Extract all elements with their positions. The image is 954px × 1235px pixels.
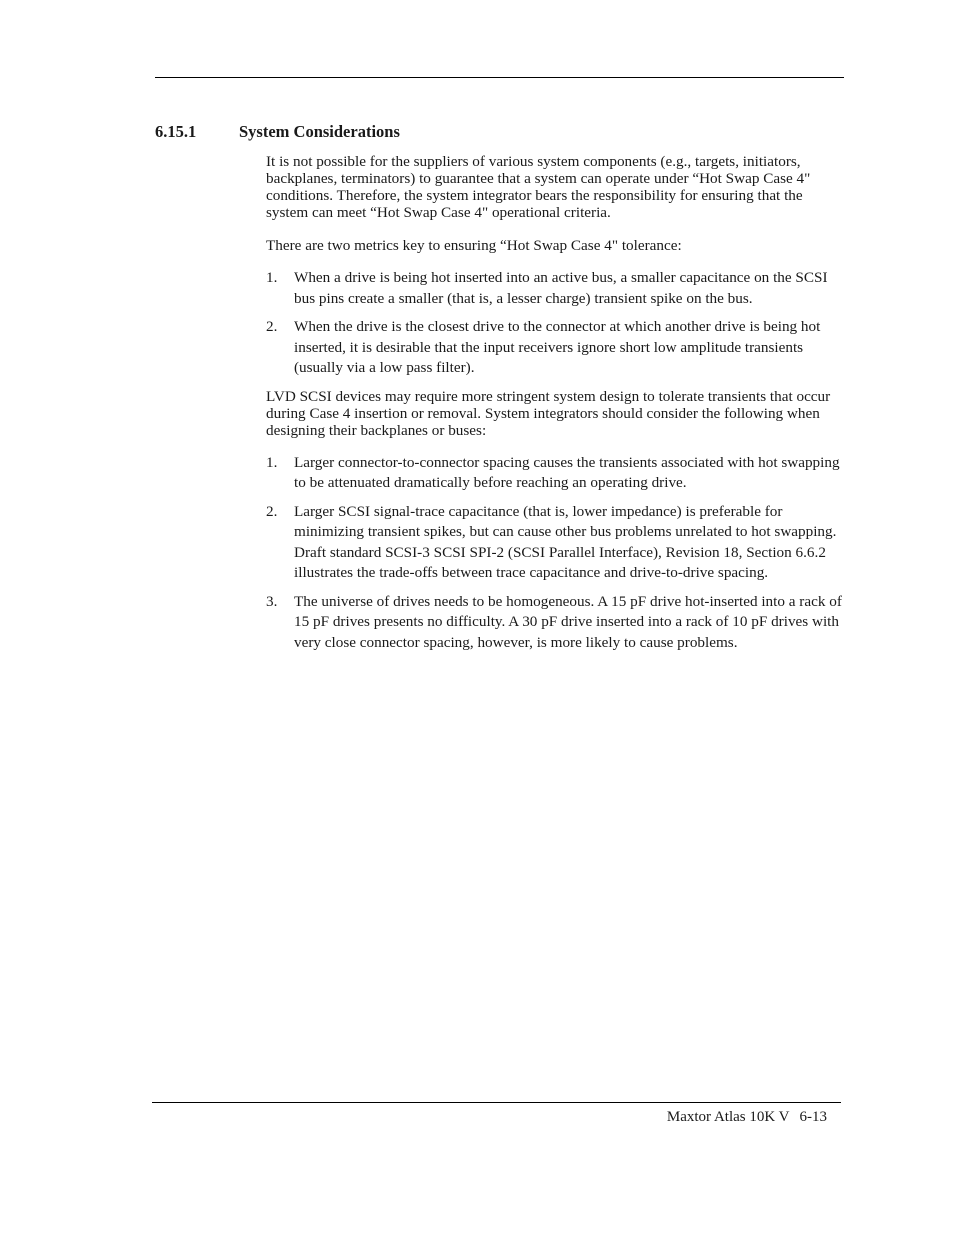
page-footer <box>667 1109 827 1126</box>
section-body <box>266 153 844 662</box>
list-item <box>266 502 844 584</box>
footer-rule <box>152 1102 841 1103</box>
list-marker: 1. <box>266 269 278 286</box>
header-rule <box>155 77 844 78</box>
list-item-text: Larger connector-to-connector spacing causes the transients associated with hot swapping to be attenuated dramatically before reaching an operating drive. <box>294 453 840 491</box>
page-number: 6-13 <box>799 1109 827 1125</box>
list-item-text: When a drive is being hot inserted into an active bus, a smaller capacitance on the SCSI bus pins create a smaller (that is, a lesser charge) transient spike on the bus. <box>294 269 828 307</box>
list-marker: 2. <box>266 502 278 520</box>
paragraph-lvd: LVD SCSI devices may require more stringent system design to tolerate transients that occur during Case 4 insertion or removal. System integrators should consider the following when designing their backplanes or buses: <box>266 387 831 439</box>
list-item-text: Larger SCSI signal-trace capacitance (that is, lower impedance) is preferable for minimizing transient spikes, but can cause other bus problems unrelated to hot swapping. Draft standard SCSI-3 SCSI SPI-2 (SCSI Parallel Interface), Revision 18, Section 6.6.2 illustrates the trade-offs between trace capacitance and drive-to-drive spacing. <box>294 502 837 581</box>
considerations-list <box>266 453 844 654</box>
list-marker: 3. <box>266 592 278 610</box>
list-item-text: When the drive is the closest drive to the connector at which another drive is being hot inserted, it is desirable that the input receivers ignore short low amplitude transients (usually via a low pass filter). <box>294 318 821 376</box>
list-item <box>266 317 844 379</box>
section-number: 6.15.1 <box>155 122 197 141</box>
list-marker: 2. <box>266 318 278 335</box>
list-item-text: The universe of drives needs to be homogeneous. A 15 pF drive hot-inserted into a rack of 15 pF drives presents no difficulty. A 30 pF drive inserted into a rack of 10 pF drives with very close connector spacing, however, is more likely to cause problems. <box>294 592 842 651</box>
section-title: System Considerations <box>239 122 400 141</box>
paragraph-metrics: There are two metrics key to ensuring “Hot Swap Case 4" tolerance: <box>266 237 682 254</box>
metrics-list <box>266 268 844 379</box>
list-item <box>266 453 844 494</box>
list-item <box>266 592 844 654</box>
footer-product: Maxtor Atlas 10K V <box>666 1109 790 1125</box>
list-marker: 1. <box>266 453 278 471</box>
section-heading <box>155 122 400 142</box>
list-item <box>266 268 844 309</box>
paragraph-intro: It is not possible for the suppliers of various system components (e.g., targets, initiators, backplanes, terminators) to guarantee that a system can operate under “Hot Swap Case 4" conditions. Therefore, the system integrator bears the responsibility for ensuring that the system can meet “Hot Swap Case 4" operational criteria. <box>266 153 811 221</box>
